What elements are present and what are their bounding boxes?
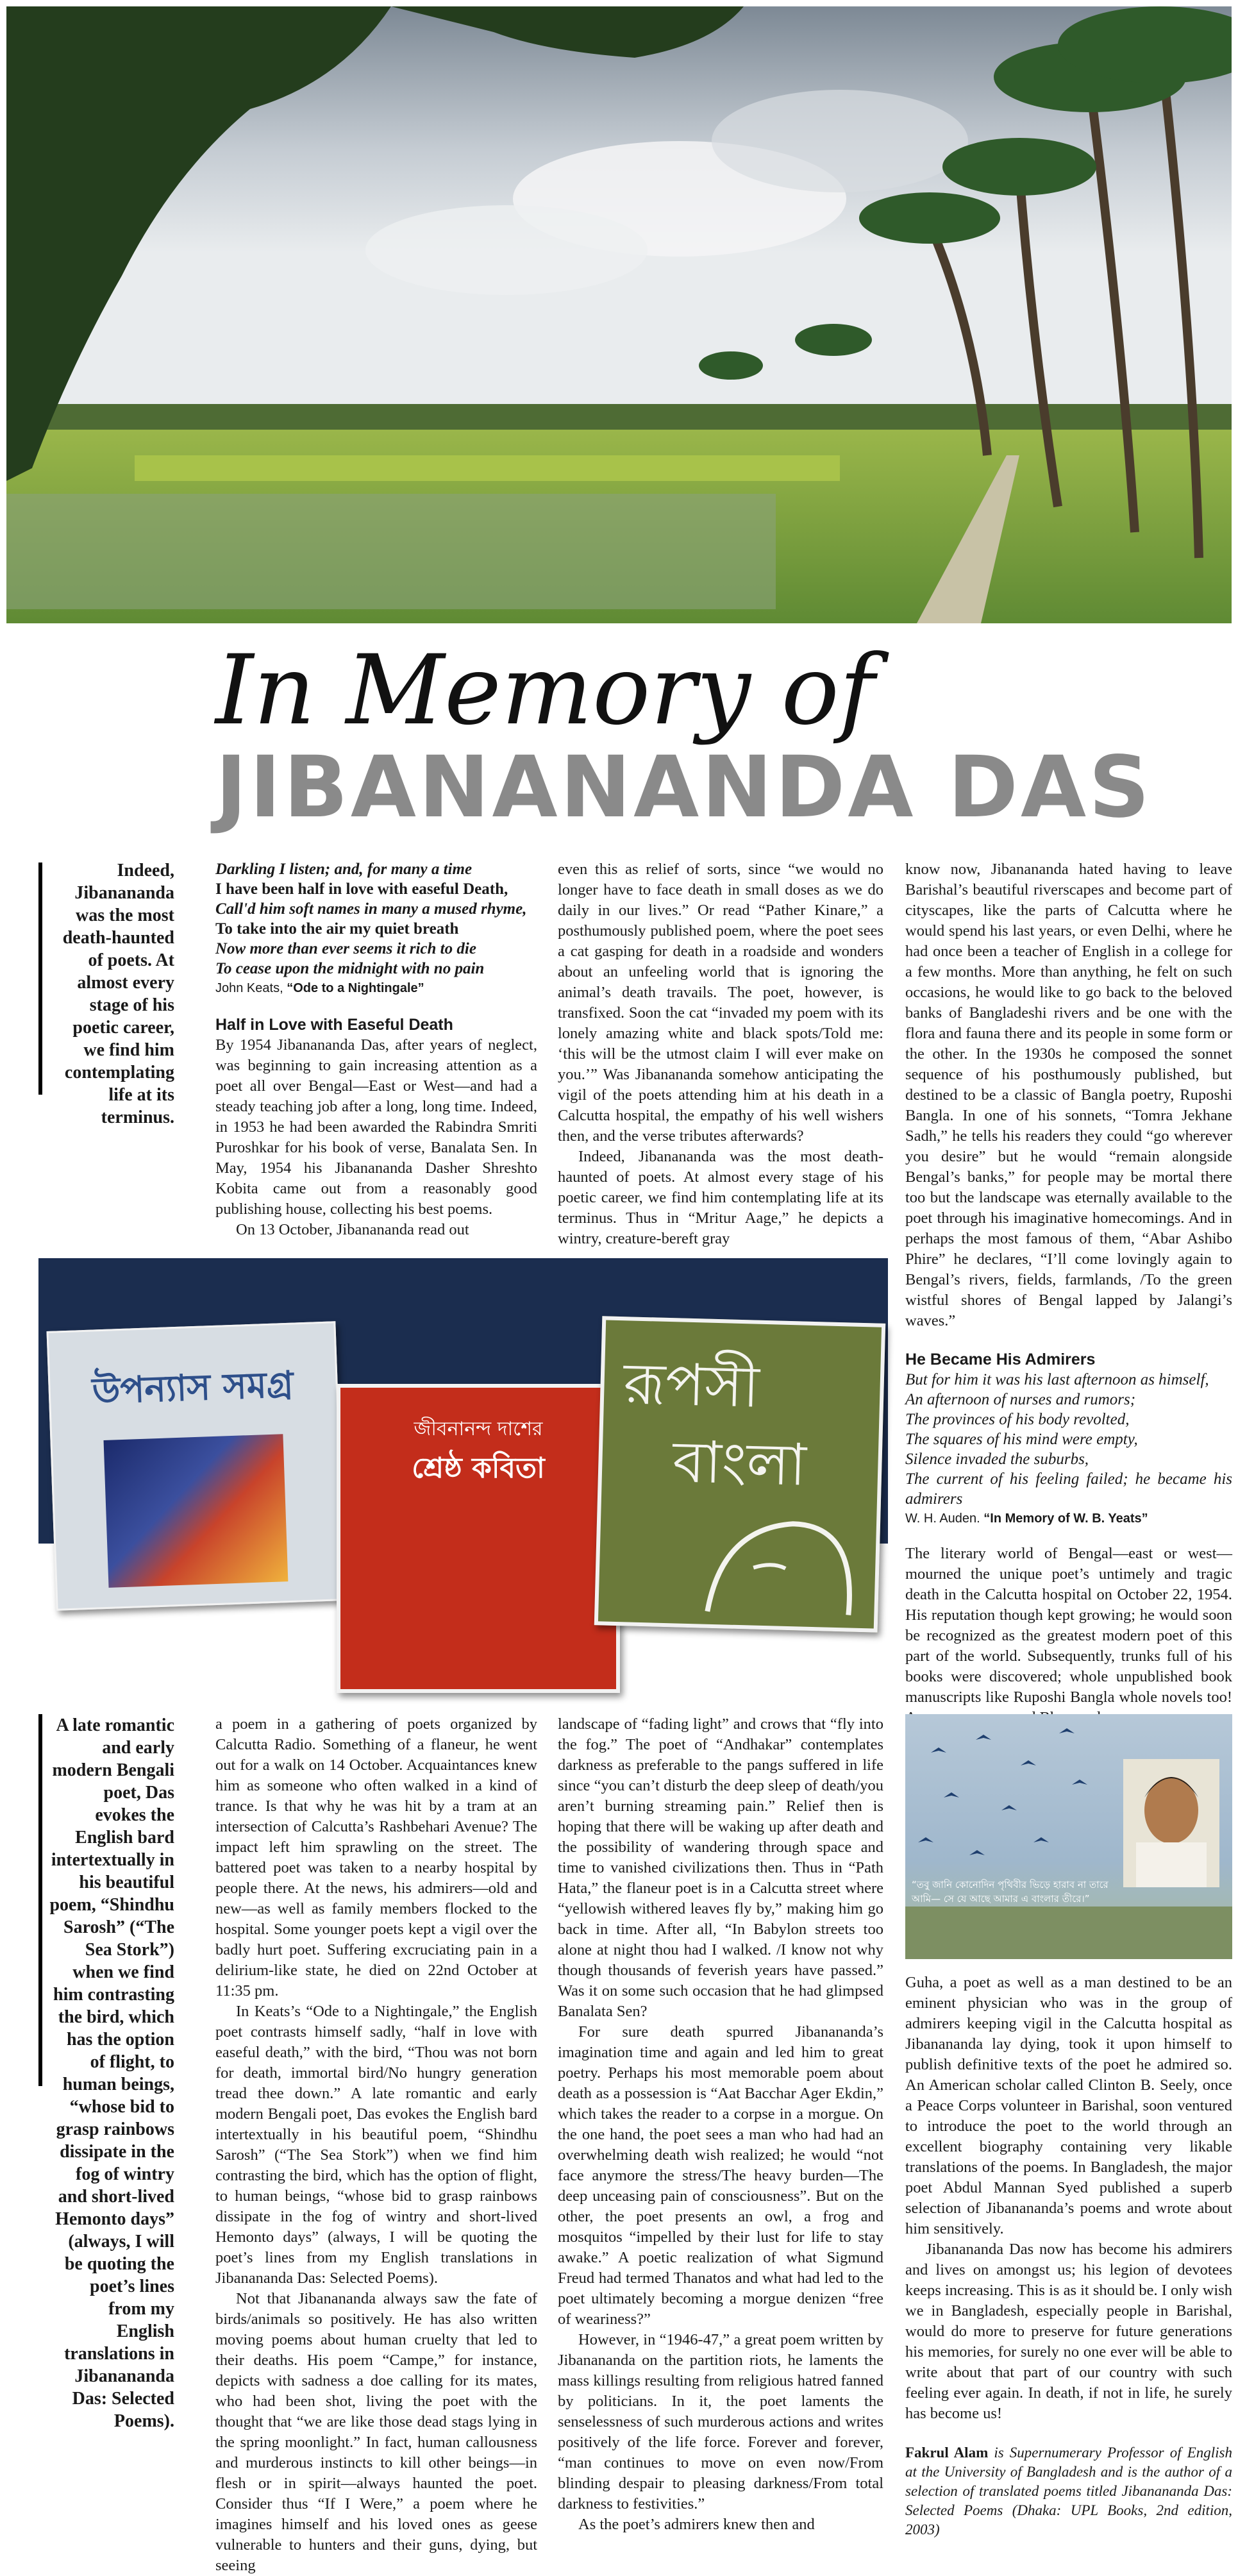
epigraph-line: The current of his feeling failed; he became his admirers: [905, 1470, 1232, 1508]
epigraph-citation: [905, 1509, 1232, 1528]
pull-quote-bar: [38, 1714, 42, 2086]
epigraph-author: W. H. Auden.: [905, 1511, 984, 1526]
epigraph-auden: [905, 1370, 1232, 1509]
article-column-2: [558, 859, 883, 1249]
birds-mural-illustration: [905, 1714, 1232, 1959]
article-column-5: [558, 1714, 883, 2535]
mural-photo: [905, 1714, 1232, 1959]
body-paragraph: By 1954 Jibanananda Das, after years of neglect, was beginning to gain increasing attention as a poet all over Bengal—East or West—and had a steady teaching job after a long, long time. Indeed, in 1953 he had been awarded the Rabindra Smriti Puroshkar for his book of verse, Banalata Sen. In May, 1954 his Jibanananda Dasher Shreshto Kobita came out from a reasonably good publishing house, collecting his best poems.: [215, 1036, 537, 1218]
body-paragraph: The literary world of Bengal—east or west—mourned the unique poet’s untimely and tragic death in the Calcutta hospital on October 22, 1954. His reputation though kept growing; he would soon be recognized as the greatest modern poet of this part of the world. Subsequently, trunks full of his books were discovered; whole unpublished book manuscripts like Ruposhi Bangla whole novels too!: [905, 1545, 1232, 1706]
author-bio-text: is Supernumerary Professor of English at the University of Bangladesh and is the author of a selection of translated poems titled Jibanananda Das: Selected Poems (Dhaka: UPL Books, 2nd edition, 2003): [905, 2445, 1232, 2538]
epigraph-line: Call'd him soft names in many a mused rhyme,: [215, 900, 527, 918]
body-paragraph: On 13 October, Jibanananda read out: [236, 1221, 469, 1238]
landscape-illustration: [6, 6, 1232, 623]
epigraph-line: To cease upon the midnight with no pain: [215, 960, 485, 977]
body-paragraph: even this as relief of sorts, since “we would no longer have to face death in small doses as we do daily in our lives.” Or read “Pather Kinare,” a posthumously published poem, where the poet sees a cat gasping for death in a roadside and wonders about an unfeeling world that is ignoring the animal’s death travails. The poet, however, is transfixed. Soon the cat “invaded my poem with its lonely amazing white and black spots/Told me: ‘this will be the utmost claim I will ever make on you.’” Was Jibanananda somehow anticipating the vigil of the poets attending him at his death in a Calcutta hospital, the empathy of his well wishers then, and the verse tributes afterwards?: [558, 861, 883, 1145]
body-paragraph: landscape of “fading light” and crows that “fly into the fog.” The poet of “Andhakar” contemplates darkness as preferable to the pangs suffered in life since “you can’t disturb the deep sleep of death/you aren’t burning streaming pain.” Relief then is hoping that there will be waking up after death and the possibility of wandering through space and time to vanished civilizations then. Thus in “Path Hata,” the flaneur poet is in a Calcutta street where “yellowish withered leaves fly by,” making him go back in time. After all, “In Babylon streets too alone at night thou had I walked. /I know not why though thousands of feverish years have passed.” Was it on some such occasion that he had glimpsed Banalata Sen?: [558, 1715, 883, 2020]
pull-quote-bar: [38, 863, 42, 1095]
epigraph-keats: [215, 859, 537, 979]
epigraph-line: An afternoon of nurses and rumors;: [905, 1391, 1136, 1408]
article-column-3: [905, 859, 1232, 1728]
article-column-1: [215, 859, 537, 1240]
epigraph-line: To take into the air my quiet breath: [215, 920, 459, 938]
article-column-6: [905, 1973, 1232, 2539]
section-heading: He Became His Admirers: [905, 1351, 1096, 1368]
epigraph-work: “Ode to a Nightingale”: [287, 981, 424, 995]
mural-caption: “তবু জানি কোনোদিন পৃথিবীর ভিড়ে হারাব না তারে আমি— সে যে আছে আমার এ বাংলার তীরে।”: [912, 1879, 1108, 1905]
book-title: উপন্যাস সমগ্র: [91, 1363, 294, 1413]
body-paragraph: Jibanananda Das now has become his admirers and lives on amongst us; his legion of devotees keeps increasing. This is as it should be. I only wish we in Bangladesh, especially people in Barishal, would do more to preserve for future generations his memories, for surely no one ever will be able to write about that part of our country with such feeling ever again. In death, if not in life, he surely has become us!: [905, 2241, 1232, 2422]
epigraph-citation: [215, 979, 537, 998]
face-sketch-icon: [694, 1502, 864, 1622]
body-paragraph: As the poet’s admirers knew then and: [578, 2516, 815, 2533]
book-cover-uponyas-samagra: [47, 1321, 346, 1610]
book-cover-art: [104, 1434, 289, 1588]
book-subtitle: বাংলা: [672, 1428, 807, 1499]
epigraph-line: Darkling I listen; and, for many a time: [215, 861, 473, 878]
book-title: জীবনানন্দ দাশের: [414, 1418, 543, 1440]
book-title: রূপসী: [623, 1350, 760, 1421]
body-paragraph: a poem in a gathering of poets organized by Calcutta Radio. Something of a flaneur, he went out for a walk on 14 October. Acquaintances knew him as someone who often walked in a kind of trance. Is that why he was hit by a tram at an intersection of Calcutta’s Rashbehari Avenue? The impact left him sprawling on the street. The battered poet was taken to a nearby hospital by people there. At the news, his admirers—old and new—as well as family members flocked to the hospital. Some younger poets kept a vigil over the badly hurt poet. Suffering excruciating pain in a delirium-like state, he died on 22nd October at 11:35 pm.: [215, 1715, 537, 1999]
epigraph-author: John Keats,: [215, 981, 287, 995]
hero-landscape-photo: [6, 6, 1232, 623]
epigraph-line: I have been half in love with easeful Death,: [215, 880, 508, 898]
book-cover-ruposhi-bangla: [594, 1316, 885, 1632]
epigraph-line: Now more than ever seems it rich to die: [215, 940, 476, 957]
section-heading: Half in Love with Easeful Death: [215, 1016, 453, 1034]
headline-line1: In Memory of: [215, 635, 875, 746]
body-paragraph: Not that Jibanananda always saw the fate of birds/animals so positively. He has also written moving poems about human cruelty that led to their deaths. His poem “Campe,” for instance, depicts with sadness a doe calling for its mates, who had been shot, living the poet with the thought that “we are like those dead stags lying in the spring moonlight.” In fact, human callousness and murderous instincts to kill other beings—in flesh or in spirit—always haunted the poet. Consider thus “If I Were,” a poem where he imagines himself and his loved ones as geese vulnerable to hunters and their guns, dying, but seeing: [215, 2290, 537, 2574]
epigraph-line: The provinces of his body revolted,: [905, 1411, 1130, 1428]
author-name: Fakrul Alam: [905, 2445, 989, 2461]
body-paragraph: know now, Jibanananda hated having to leave Barishal’s beautiful riverscapes and become part of cityscapes, like the parts of Calcutta where he would spend his last years, or even Delhi, where he had once been a teacher of English in a college for a few months. More than anything, he felt on such occasions, he would like to go back to the beloved banks of Bangladeshi rivers and be one with the flora and fauna there and its people in some form or the other. In the 1930s he composed the sonnet sequence of his posthumously published, but destined to be a classic of Bangla poetry, Ruposhi Bangla. In one of his sonnets, “Tomra Jekhane Sadh,” he tells his readers they could “go wherever you desire” but he would “remain alongside Bengal’s banks,” for people may be mortal there too but the landscape was eternally available to the poet through his imaginative homecomings. And in perhaps the most famous of them, “Abar Ashibo Phire” he declares, “I’ll come lovingly again to Bengal’s rivers, fields, farmlands, /To the green wistful shores of Bengal lapped by Jalangi’s waves.”: [905, 861, 1232, 1329]
author-bio: [905, 2443, 1232, 2539]
epigraph-work: “In Memory of W. B. Yeats”: [983, 1511, 1148, 1526]
epigraph-line: Silence invaded the suburbs,: [905, 1451, 1089, 1468]
body-paragraph: For sure death spurred Jibanananda’s imagination time and again and led him to great poetry. Perhaps his most memorable poem about death as a possession is “Aat Bacchar Ager Ekdin,” which takes the reader to a corpse in a morgue. On the one hand, the poet sees a man who had had an overwhelming death wish realized; he would “not face anymore the stress/The heavy burden—The deep unceasing pain of consciousness”. But on the other, the poet presents an owl, a frog and mosquitos “impelled by their lust for life to stay awake.” A poetic realization of what Sigmund Freud had termed Thanatos and what had led to the poet ultimately becoming a morgue denizen “free of weariness?”: [558, 2023, 883, 2328]
article-column-4: [215, 1714, 537, 2576]
pull-quote-2: A late romantic and early modern Bengali poet, Das evokes the English bard intertextually in his beautiful poem, “Shindhu Sarosh” (“The Sea Stork”) when we find him contrasting the bird, which has the option of flight, to human beings, “whose bid to grasp rainbows dissipate in the fog of wintry and short-lived Hemonto days” (always, I will be quoting the poet’s lines from my English translations in Jibanananda Das: Selected Poems).: [49, 1715, 174, 2431]
headline-line2: JIBANANANDA DAS: [215, 738, 1153, 837]
book-cover-shreshto-kobita: [337, 1384, 620, 1693]
body-paragraph: Guha, a poet as well as a man destined to be an eminent physician who was in the group of admirers keeping vigil in the Calcutta hospital as Jibanananda lay dying, took it upon himself to publish definitive texts of the poet he admired so. An American scholar called Clinton B. Seely, once a Peace Corps volunteer in Barishal, soon ventured to introduce the poet to the world through an excellent biography containing very likable translations of the poems. In Bangladesh, the major poet Abdul Mannan Syed published a superb selection of Jibanananda’s poems and wrote about him sensitively.: [905, 1974, 1232, 2237]
body-paragraph: However, in “1946-47,” a great poem written by Jibanananda on the partition riots, he laments the mass killings resulting from religious hatred fanned by politicians. In it, the poet laments the senselessness of such murderous actions and writes positively of the life force. Forever and forever, “man continues to move on even now/From blinding despair to pleasing darkness/From total darkness to festivities.”: [558, 2331, 883, 2513]
book-subtitle: শ্রেষ্ঠ কবিতা: [412, 1452, 545, 1485]
epigraph-line: But for him it was his last afternoon as himself,: [905, 1371, 1209, 1388]
epigraph-line: The squares of his mind were empty,: [905, 1431, 1138, 1448]
body-paragraph: Indeed, Jibanananda was the most death-haunted of poets. At almost every stage of his poetic career, we find him contemplating life at its terminus. Thus in “Mritur Aage,” he depicts a wintry, creature-bereft gray: [558, 1148, 883, 1247]
body-paragraph: In Keats’s “Ode to a Nightingale,” the English poet contrasts himself sadly, “half in love with easeful death,” with the bird, “Thou was not born for death, immortal bird/No hungry generation tread thee down.” A late romantic and early modern Bengali poet, Das evokes the English bard intertextually in his beautiful poem, “Shindhu Sarosh” (“The Sea Stork”) when we find him contrasting the bird, which has the option of flight, to human beings, “whose bid to grasp rainbows dissipate in the fog of wintry and short-lived Hemonto days” (always, I will be quoting the poet’s lines from my English translations in Jibanananda Das: Selected Poems).: [215, 2003, 537, 2287]
pull-quote-1: Indeed, Jibanananda was the most death-haunted of poets. At almost every stage of his poetic career, we find him contemplating life at its terminus.: [62, 861, 174, 1127]
